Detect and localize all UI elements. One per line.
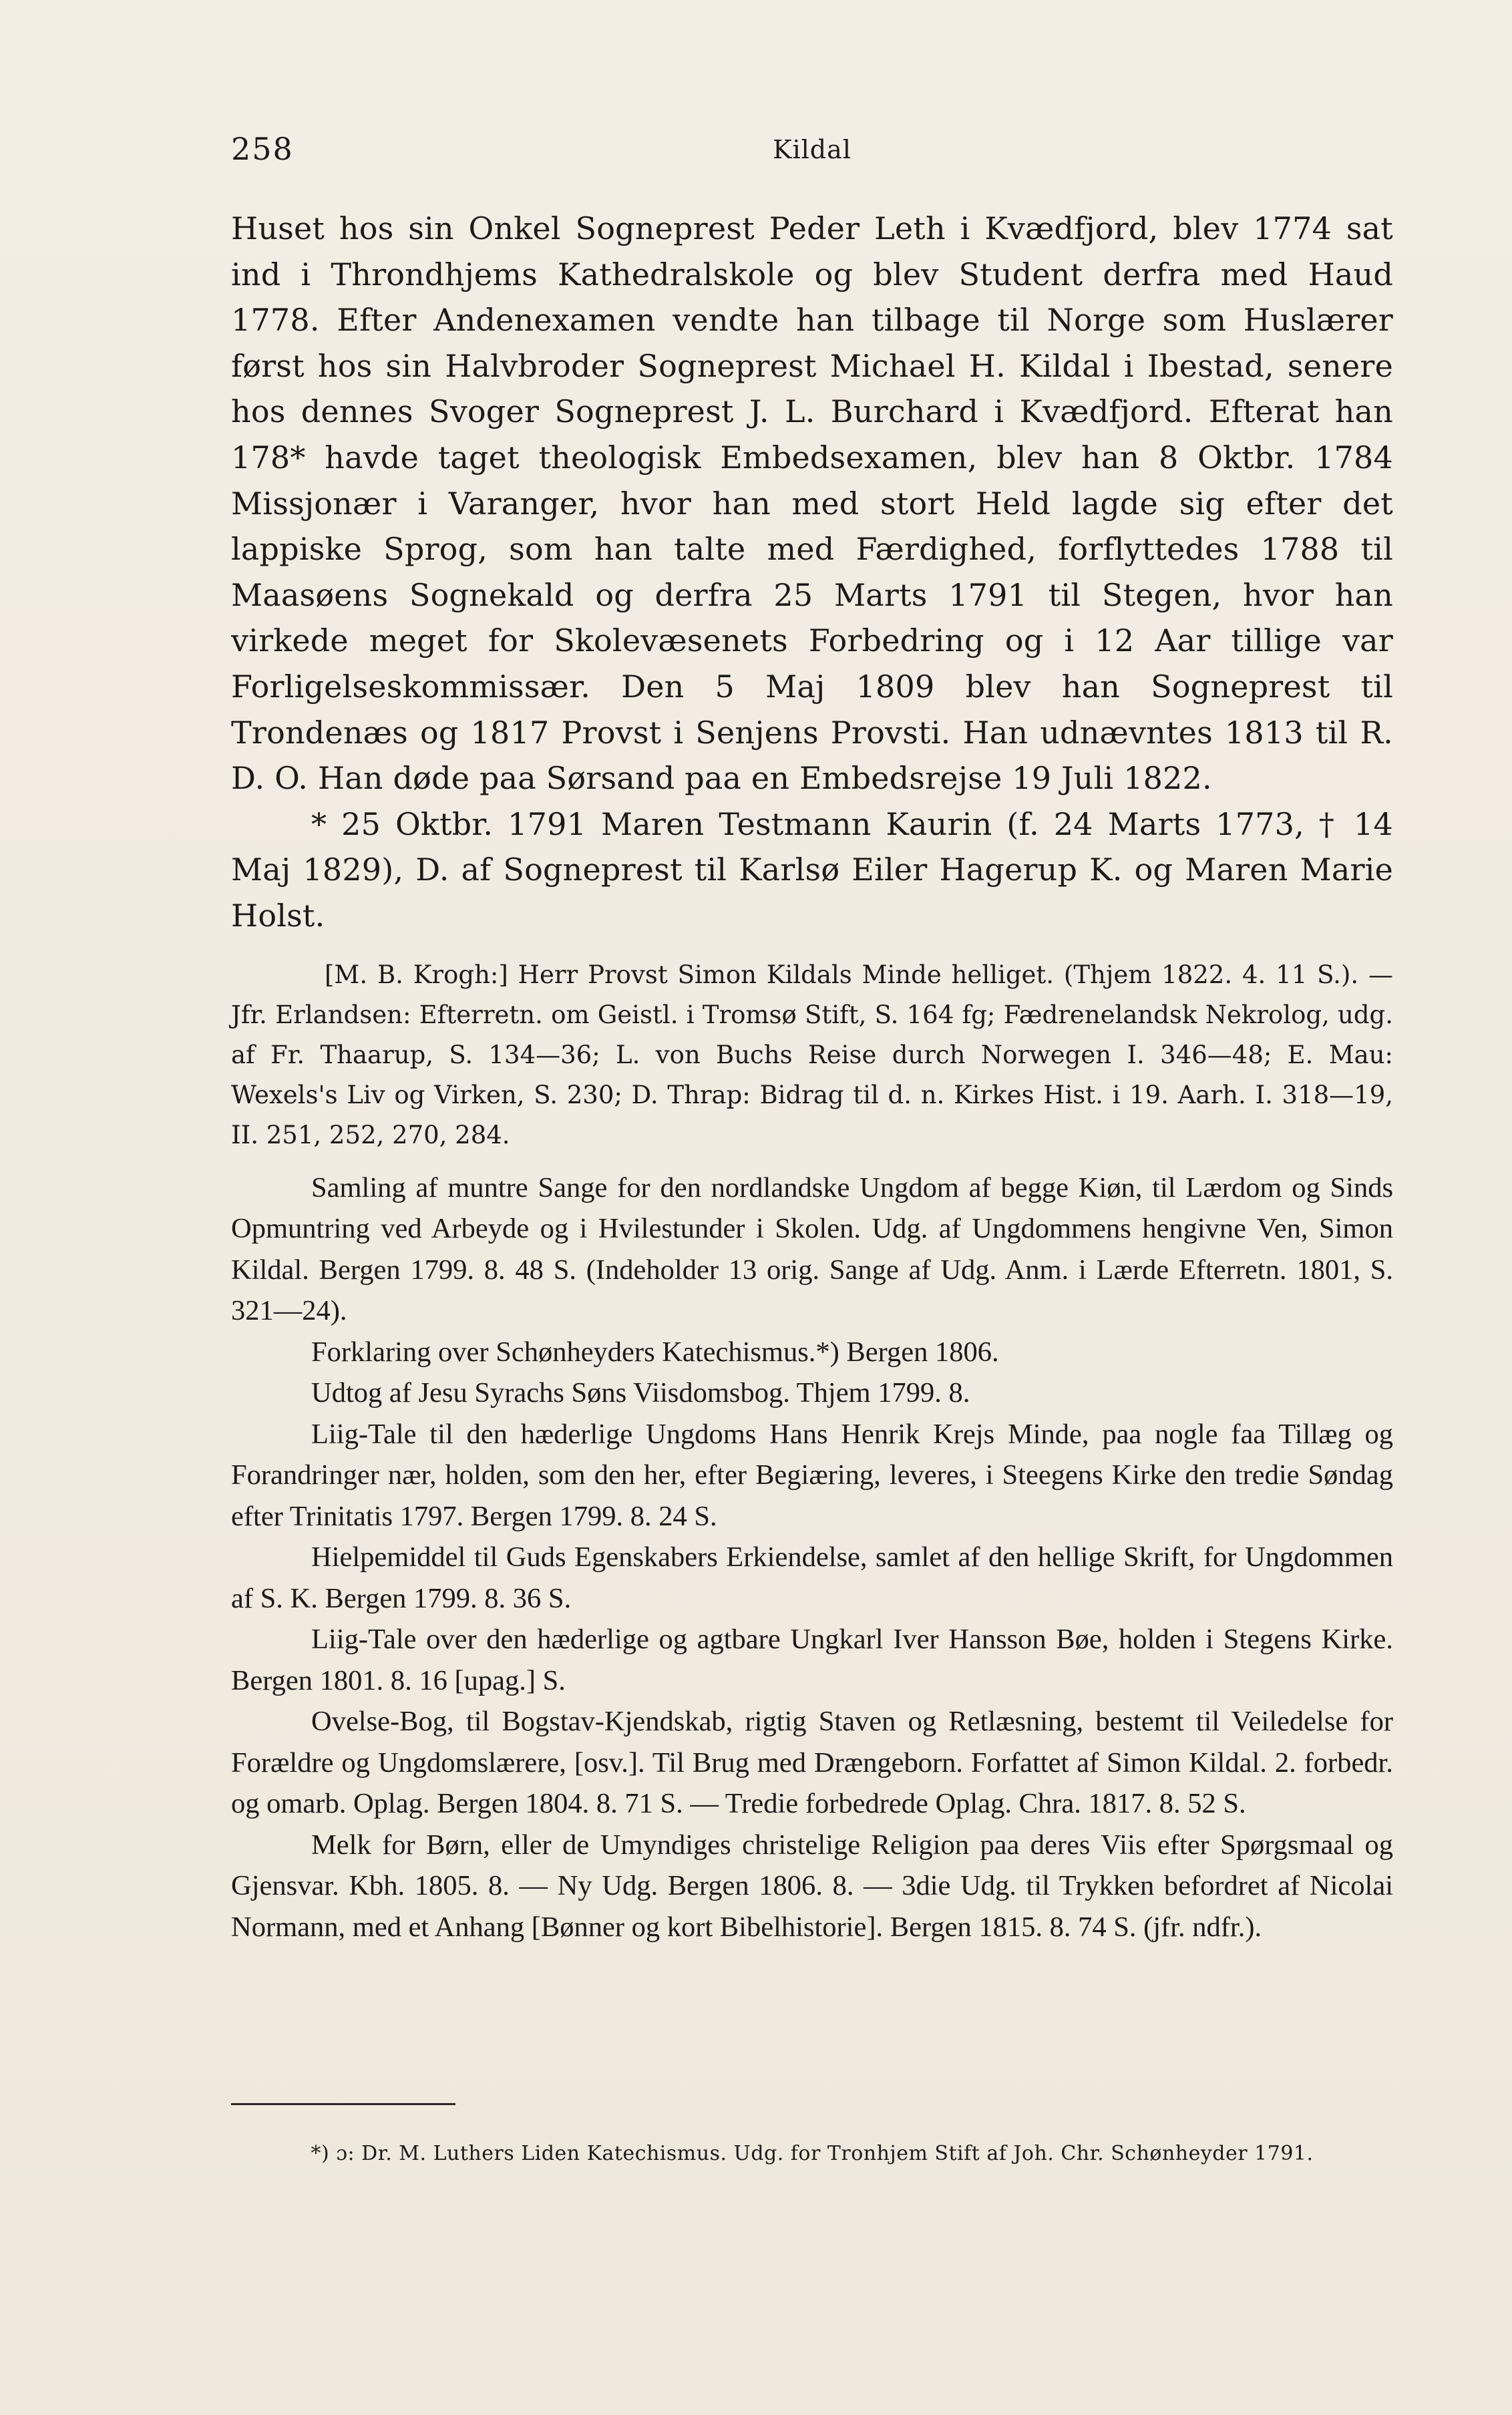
- bibliography-entry: Hielpemiddel til Guds Egenskabers Erkiendelse, samlet af den hellige Skrift, for Ungdommen af S. K. Bergen 1799. 8. 36 S.: [231, 1541, 1393, 1614]
- bibliography-entry: Ovelse-Bog, til Bogstav-Kjendskab, rigtig Staven og Retlæsning, bestemt til Veiledelse for Forældre og Ungdomslærere, [osv.]. Til Brug med Drængeborn. Forfattet af Simon Kildal. 2. forbedr. og omarb. Oplag. Bergen 1804. 8. 71 S. — Tredie forbedrede Oplag. Chra. 1817. 8. 52 S.: [231, 1706, 1393, 1819]
- marriage-paragraph: * 25 Oktbr. 1791 Maren Testmann Kaurin (f. 24 Marts 1773, † 14 Maj 1829), D. af Sogneprest til Karlsø Eiler Hagerup K. og Maren Marie Holst.: [231, 805, 1393, 934]
- page-header: [231, 131, 1393, 178]
- biography-paragraph: Huset hos sin Onkel Sogneprest Peder Leth i Kvædfjord, blev 1774 sat ind i Throndhjems Kathedralskole og blev Student derfra med Haud 1778. Efter Andenexamen vendte han tilbage til Norge som Huslærer først hos sin Halvbroder Sogneprest Michael H. Kildal i Ibestad, senere hos dennes Svoger Sogneprest J. L. Burchard i Kvædfjord. Efterat han 178* havde taget theologisk Embedsexamen, blev han 8 Oktbr. 1784 Missjonær i Varanger, hvor han med stort Held lagde sig efter det lappiske Sprog, som han talte med Færdighed, forflyttedes 1788 til Maasøens Sognekald og derfra 25 Marts 1791 til Stegen, hvor han virkede meget for Skolevæsenets Forbedring og i 12 Aar tillige var Forligelseskommissær. Den 5 Maj 1809 blev han Sogneprest til Trondenæs og 1817 Provst i Senjens Provsti. Han udnævntes 1813 til R. D. O. Han døde paa Sørsand paa en Embedsrejse 19 Juli 1822.: [231, 210, 1393, 797]
- bibliography-entry: Forklaring over Schønheyders Katechismus.*) Bergen 1806.: [311, 1336, 999, 1368]
- bibliography-entry: Liig-Tale over den hæderlige og agtbare Ungkarl Iver Hansson Bøe, holden i Stegens Kirke. Bergen 1801. 8. 16 [upag.] S.: [231, 1624, 1393, 1696]
- bibliography-entry: Melk for Børn, eller de Umyndiges christelige Religion paa deres Viis efter Spørgsmaal og Gjensvar. Kbh. 1805. 8. — Ny Udg. Bergen 1806. 8. — 3die Udg. til Trykken befordret af Nicolai Normann, med et Anhang [Bønner og kort Bibelhistorie]. Bergen 1815. 8. 74 S. (jfr. ndfr.).: [231, 1829, 1393, 1943]
- main-text: [231, 206, 1393, 1947]
- page-number: 258: [231, 131, 294, 167]
- bibliography-entry: Samling af muntre Sange for den nordlandske Ungdom af begge Kiøn, til Lærdom og Sinds Opmuntring ved Arbeyde og i Hvilestunder i Skolen. Udg. af Ungdommens hengivne Ven, Simon Kildal. Bergen 1799. 8. 48 S. (Indeholder 13 orig. Sange af Udg. Anm. i Lærde Efterretn. 1801, S. 321—24).: [231, 1171, 1393, 1326]
- running-head: Kildal: [773, 135, 852, 164]
- references: [231, 955, 1393, 1155]
- bibliography-entry: Liig-Tale til den hæderlige Ungdoms Hans Henrik Krejs Minde, paa nogle faa Tillæg og Forandringer nær, holden, som den her, efter Begiæring, leveres, i Steegens Kirke den tredie Søndag efter Trinitatis 1797. Bergen 1799. 8. 24 S.: [231, 1418, 1393, 1532]
- reference-paragraph: [M. B. Krogh:] Herr Provst Simon Kildals Minde helliget. (Thjem 1822. 4. 11 S.). — Jfr. Erlandsen: Efterretn. om Geistl. i Tromsø Stift, S. 164 fg; Fædrenelandsk Nekrolog, udg. af Fr. Thaarup, S. 134—36; L. von Buchs Reise durch Norwegen I. 346—48; E. Mau: Wexels's Liv og Virken, S. 230; D. Thrap: Bidrag til d. n. Kirkes Hist. i 19. Aarh. I. 318—19, II. 251, 252, 270, 284.: [231, 960, 1393, 1149]
- footnote-rule: [231, 2103, 455, 2105]
- footnote: *) ɔ: Dr. M. Luthers Liden Katechismus. Udg. for Tronhjem Stift af Joh. Chr. Schønheyder 1791.: [311, 2142, 1314, 2165]
- bibliography-entry: Udtog af Jesu Syrachs Søns Viisdomsbog. Thjem 1799. 8.: [311, 1377, 970, 1409]
- biography-text: [231, 206, 1393, 939]
- bibliography: [231, 1167, 1393, 1948]
